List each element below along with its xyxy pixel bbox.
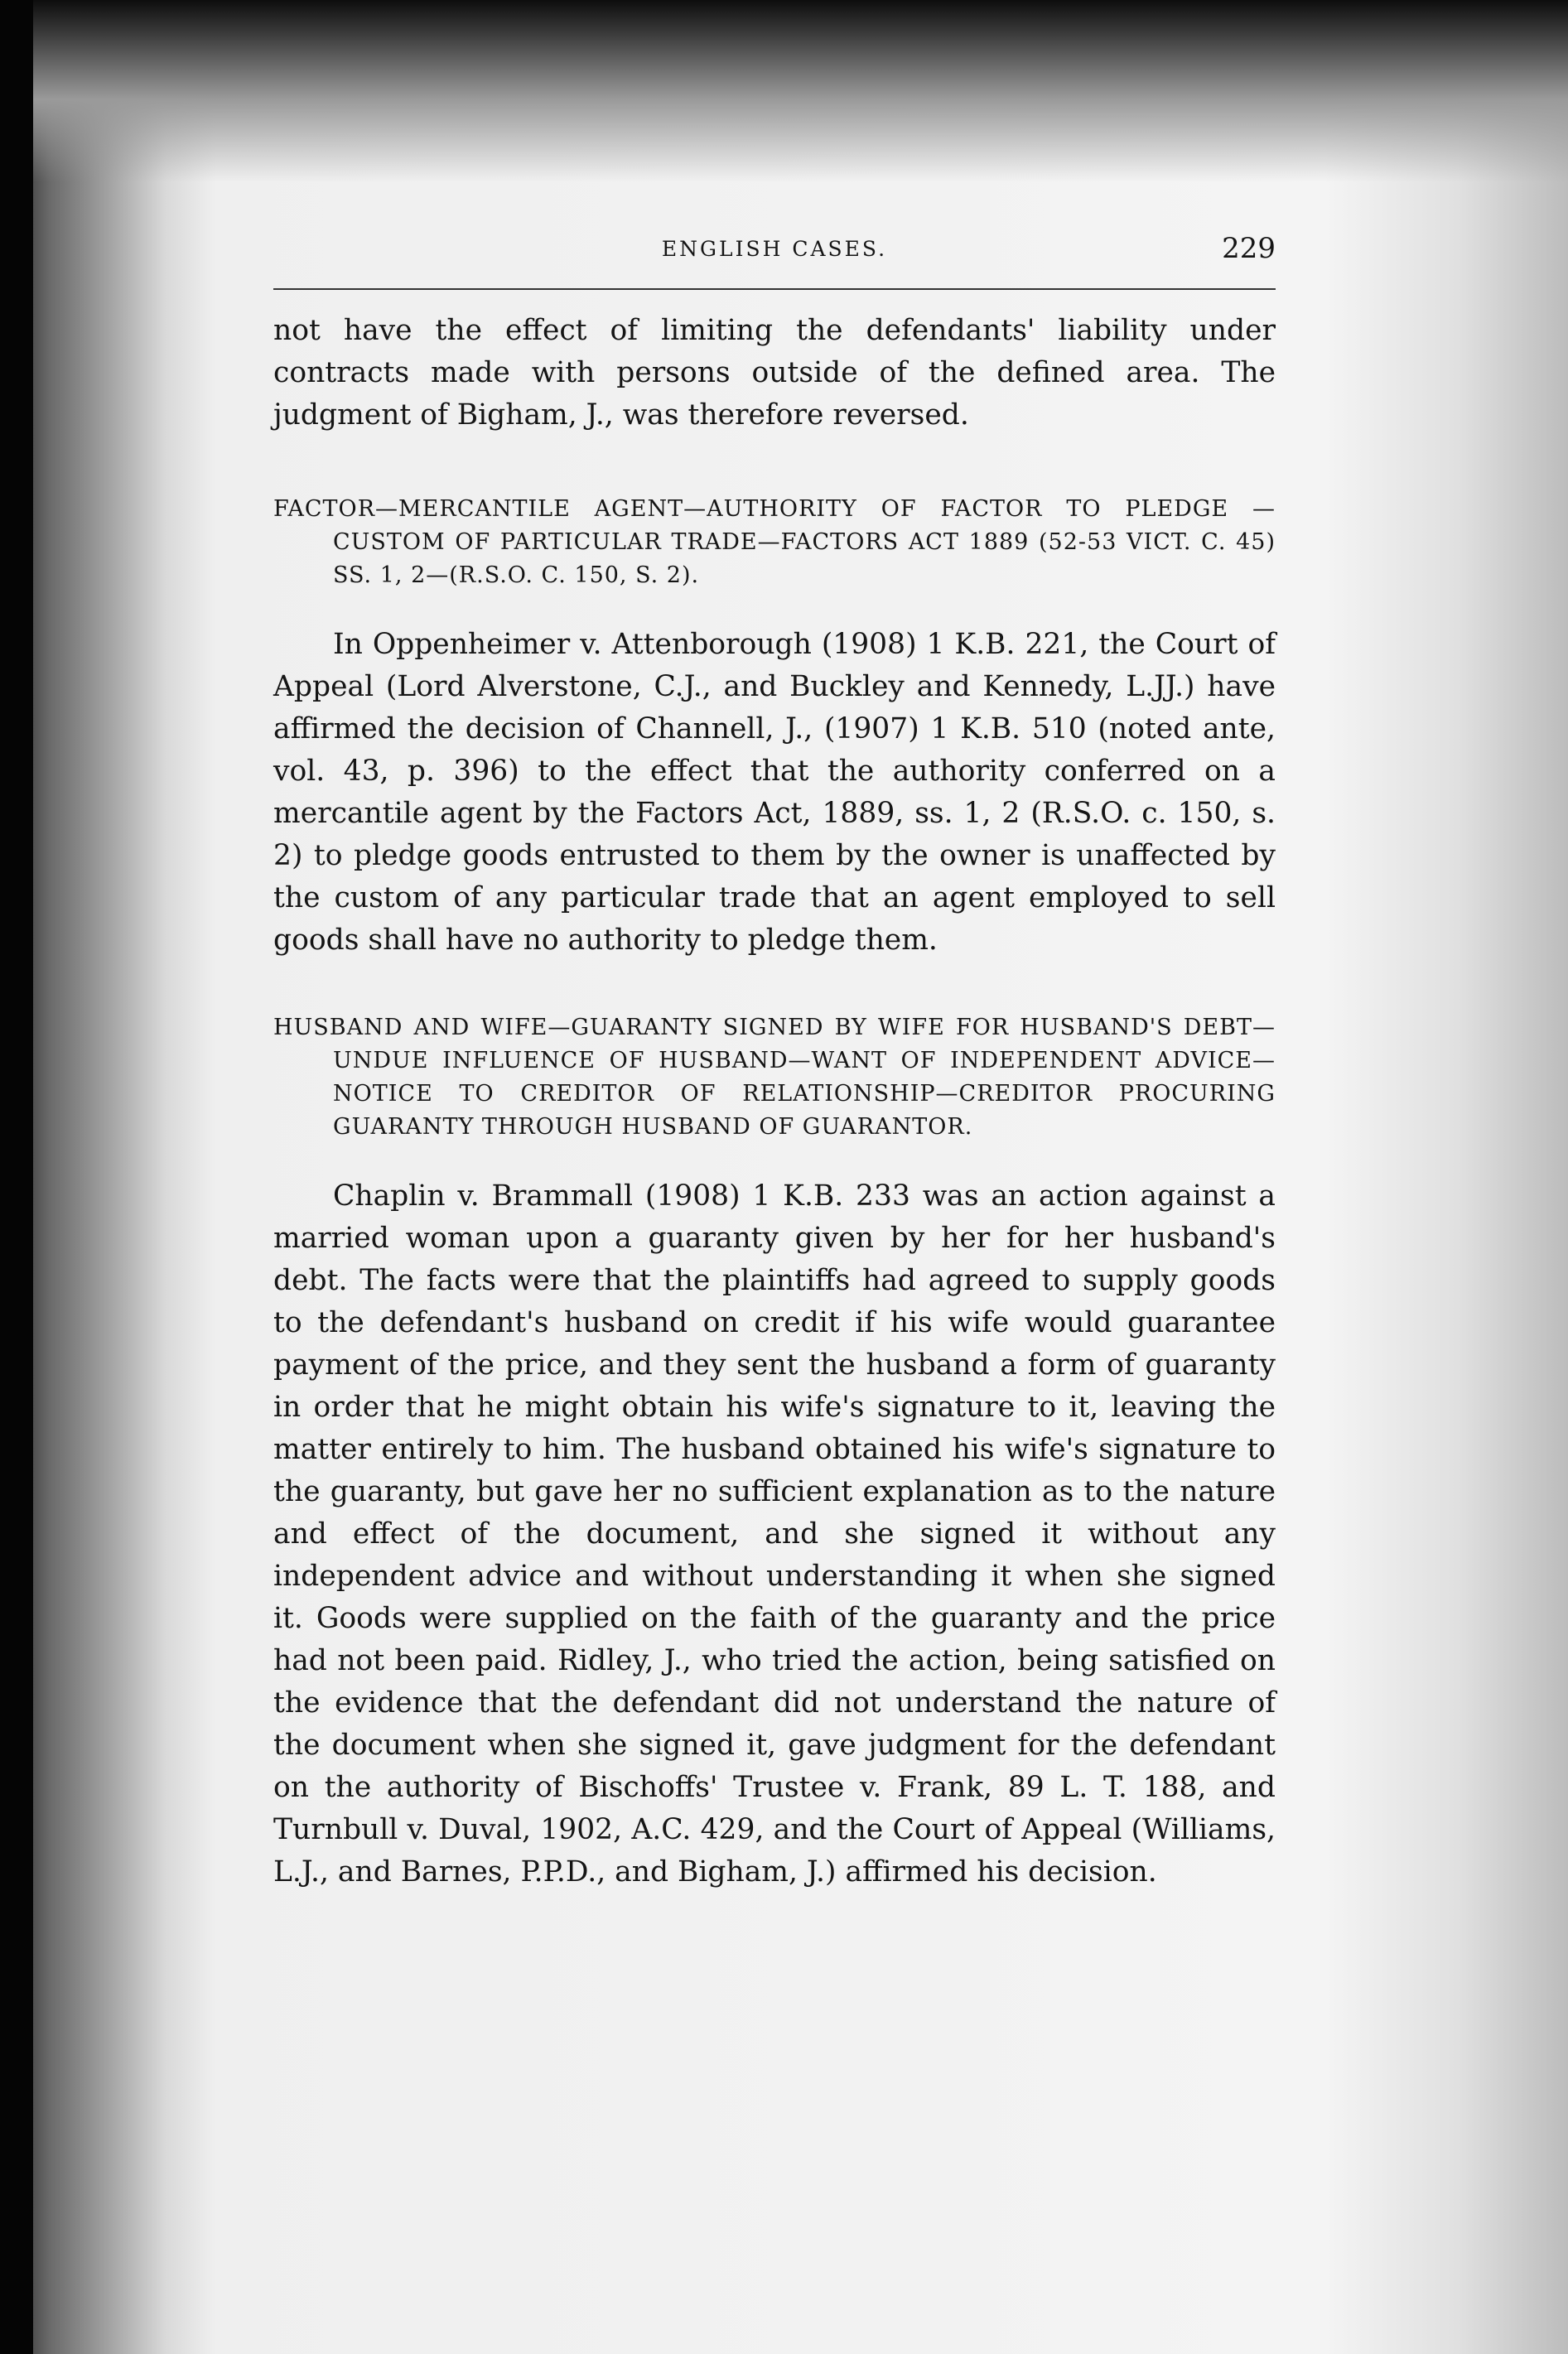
section-heading-factor: FACTOR—MERCANTILE AGENT—AUTHORITY OF FACTOR TO PLEDGE —CUSTOM OF PARTICULAR TRADE—FACTORS ACT 1889 (52-53 VICT. C. 45) SS. 1, 2—(R.S.O. C. 150, S. 2). [273,496,1276,588]
running-head [273,232,1276,273]
book-page [273,232,1276,1893]
scan-shadow-top [0,0,1568,182]
page-number: 229 [1222,232,1276,265]
running-title: ENGLISH CASES. [661,237,888,261]
continued-paragraph: not have the effect of limiting the defendants' liability under contracts made with persons outside of the defined area. The judgment of Bigham, J., was therefore reversed. [273,314,1276,432]
header-rule [273,288,1276,290]
scan-shadow-left [0,0,33,2354]
section-heading-husband-wife: HUSBAND AND WIFE—GUARANTY SIGNED BY WIFE FOR HUSBAND'S DEBT—UNDUE INFLUENCE OF HUSBAND—WANT OF INDEPENDENT ADVICE—NOTICE TO CREDITOR OF RELATIONSHIP—CREDITOR PROCURING GUARANTY THROUGH HUSBAND OF GUARANTOR. [273,1015,1276,1140]
paragraph-oppenheimer: In Oppenheimer v. Attenborough (1908) 1 K.B. 221, the Court of Appeal (Lord Alverstone, C.J., and Buckley and Kennedy, L.JJ.) have affirmed the decision of Channell, J., (1907) 1 K.B. 510 (noted ante, vol. 43, p. 396) to the effect that the authority conferred on a mercantile agent by the Factors Act, 1889, ss. 1, 2 (R.S.O. c. 150, s. 2) to pledge goods entrusted to them by the owner is unaffected by the custom of any particular trade that an agent employed to sell goods shall have no authority to pledge them. [273,628,1276,957]
paragraph-chaplin: Chaplin v. Brammall (1908) 1 K.B. 233 was an action against a married woman upon a guaranty given by her for her husband's debt. The facts were that the plaintiffs had agreed to supply goods to the defendant's husband on credit if his wife would guarantee payment of the price, and they sent the husband a form of guaranty in order that he might obtain his wife's signature to it, leaving the matter entirely to him. The husband obtained his wife's signature to the guaranty, but gave her no sufficient explanation as to the nature and effect of the document, and she signed it without any independent advice and without understanding it when she signed it. Goods were supplied on the faith of the guaranty and the price had not been paid. Ridley, J., who tried the action, being satisfied on the evidence that the defendant did not understand the nature of the document when she signed it, gave judgment for the defendant on the authority of Bischoffs' Trustee v. Frank, 89 L. T. 188, and Turnbull v. Duval, 1902, A.C. 429, and the Court of Appeal (Williams, L.J., and Barnes, P.P.D., and Bigham, J.) affirmed his decision. [273,1179,1276,1889]
